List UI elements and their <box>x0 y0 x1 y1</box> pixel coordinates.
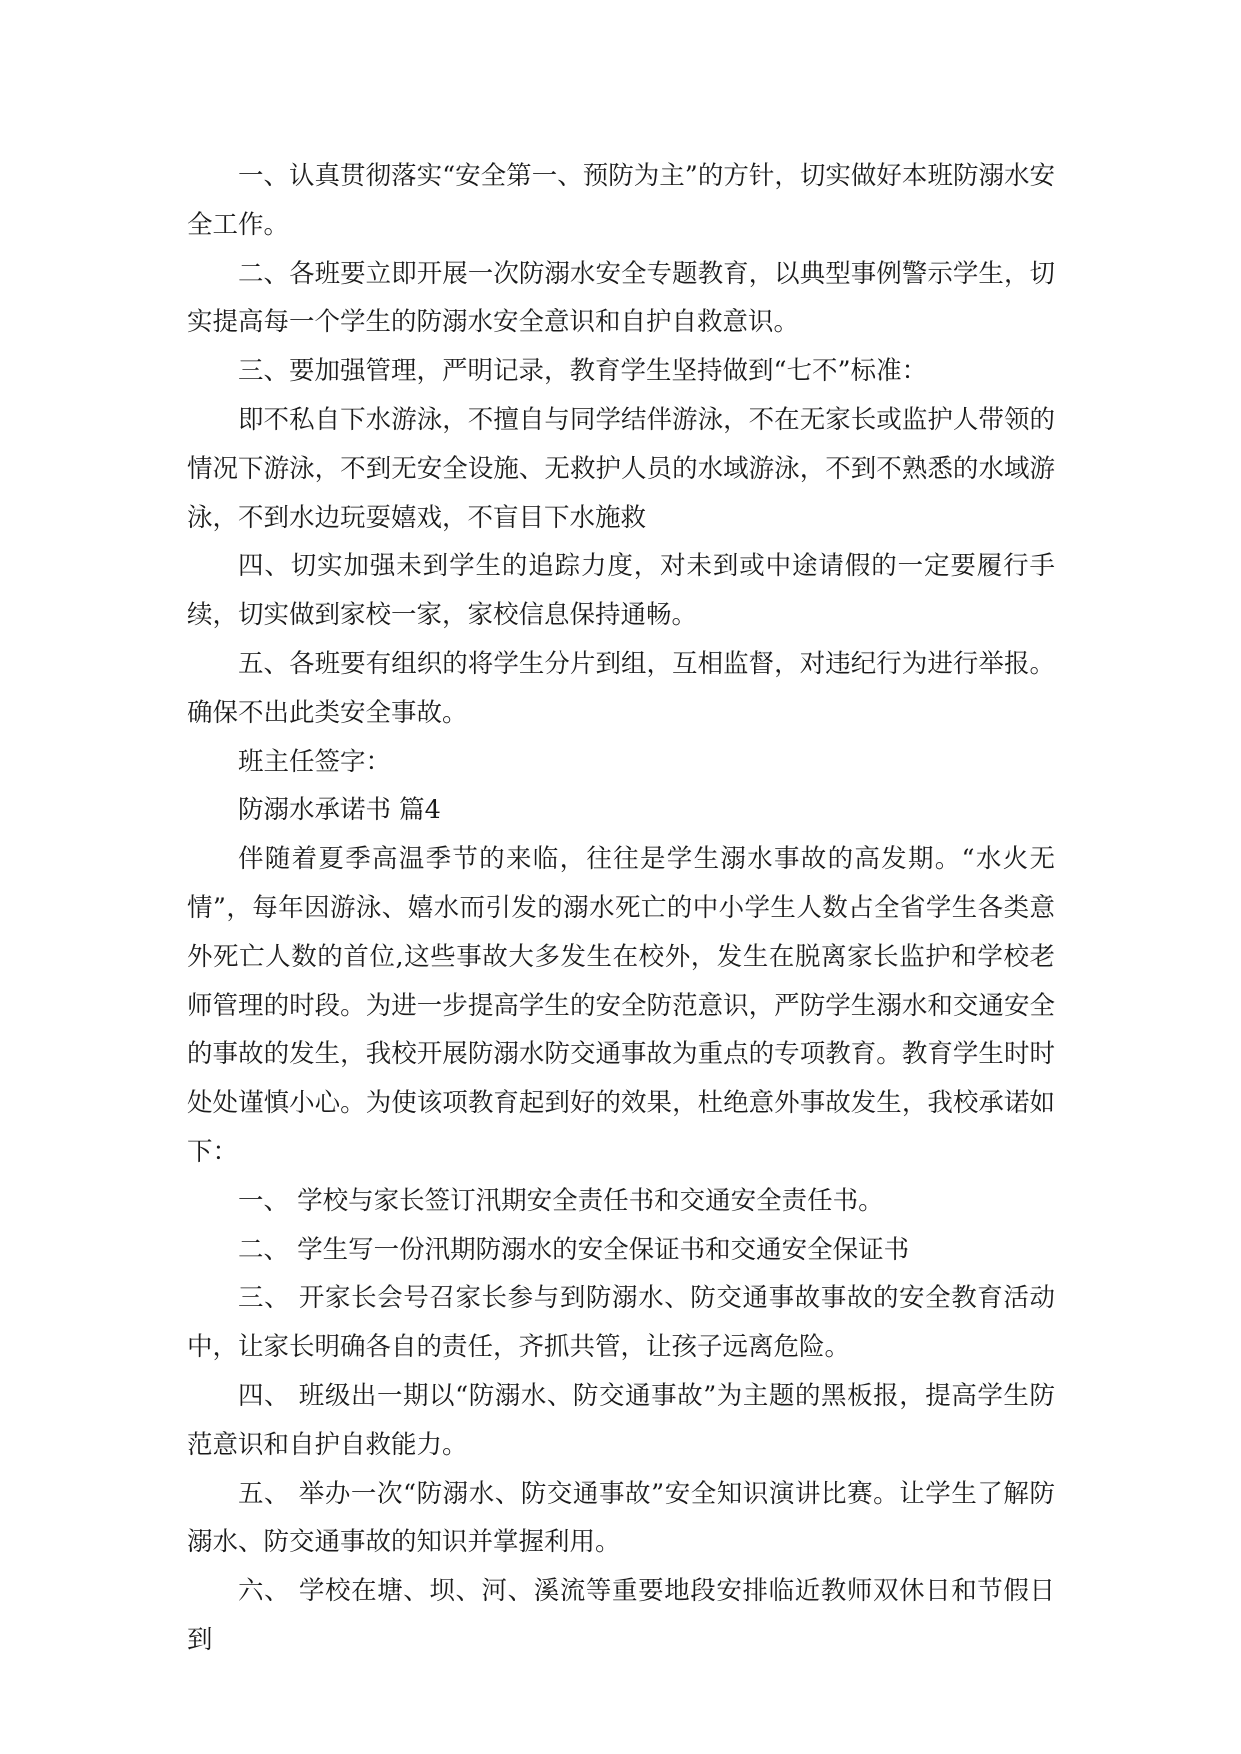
commitment-item-6: 六、 学校在塘、坝、河、溪流等重要地段安排临近教师双休日和节假日到 <box>187 1576 1055 1655</box>
paragraph-item-4: 即不私自下水游泳，不擅自与同学结伴游泳，不在无家长或监护人带领的情况下游泳，不到无安全设施、无救护人员的水域游泳，不到不熟悉的水域游泳，不到水边玩耍嬉戏，不盲目下水施救 <box>187 404 1055 533</box>
commitment-item-2: 二、 学生写一份汛期防溺水的安全保证书和交通安全保证书 <box>238 1234 910 1265</box>
commitment-item-1: 一、 学校与家长签订汛期安全责任书和交通安全责任书。 <box>238 1185 884 1216</box>
section-heading: 防溺水承诺书 篇4 <box>238 795 441 826</box>
commitment-item-3: 三、 开家长会号召家长参与到防溺水、防交通事故事故的安全教育活动中，让家长明确各自的责任，齐抓共管，让孩子远离危险。 <box>187 1283 1055 1363</box>
paragraph-item-1: 一、认真贯彻落实“安全第一、预防为主”的方针，切实做好本班防溺水安全工作。 <box>187 161 1055 240</box>
paragraph-item-6: 五、各班要有组织的将学生分片到组，互相监督，对违纪行为进行举报。确保不出此类安全事故。 <box>187 648 1055 728</box>
paragraph-item-5: 四、切实加强未到学生的追踪力度，对未到或中途请假的一定要履行手续，切实做到家校一家，家校信息保持通畅。 <box>187 551 1055 631</box>
paragraph-item-3: 三、要加强管理，严明记录，教育学生坚持做到“七不”标准： <box>238 356 928 387</box>
document-body <box>187 152 1055 1665</box>
signature-line: 班主任签字： <box>238 746 392 777</box>
intro-paragraph: 伴随着夏季高温季节的来临，往往是学生溺水事故的高发期。“水火无情”，每年因游泳、嬉水而引发的溺水死亡的中小学生人数占全省学生各类意外死亡人数的首位,这些事故大多发生在校外，发生在脱离家长监护和学校老师管理的时段。为进一步提高学生的安全防范意识，严防学生溺水和交通安全的事故的发生，我校开展防溺水防交通事故为重点的专项教育。教育学生时时处处谨慎小心。为使该项教育起到好的效果，杜绝意外事故发生，我校承诺如下： <box>187 844 1055 1167</box>
paragraph-item-2: 二、各班要立即开展一次防溺水安全专题教育，以典型事例警示学生，切实提高每一个学生的防溺水安全意识和自护自救意识。 <box>187 258 1055 338</box>
commitment-item-4: 四、 班级出一期以“防溺水、防交通事故”为主题的黑板报，提高学生防范意识和自护自救能力。 <box>187 1380 1055 1460</box>
commitment-item-5: 五、 举办一次“防溺水、防交通事故”安全知识演讲比赛。让学生了解防溺水、防交通事故的知识并掌握利用。 <box>187 1478 1055 1558</box>
